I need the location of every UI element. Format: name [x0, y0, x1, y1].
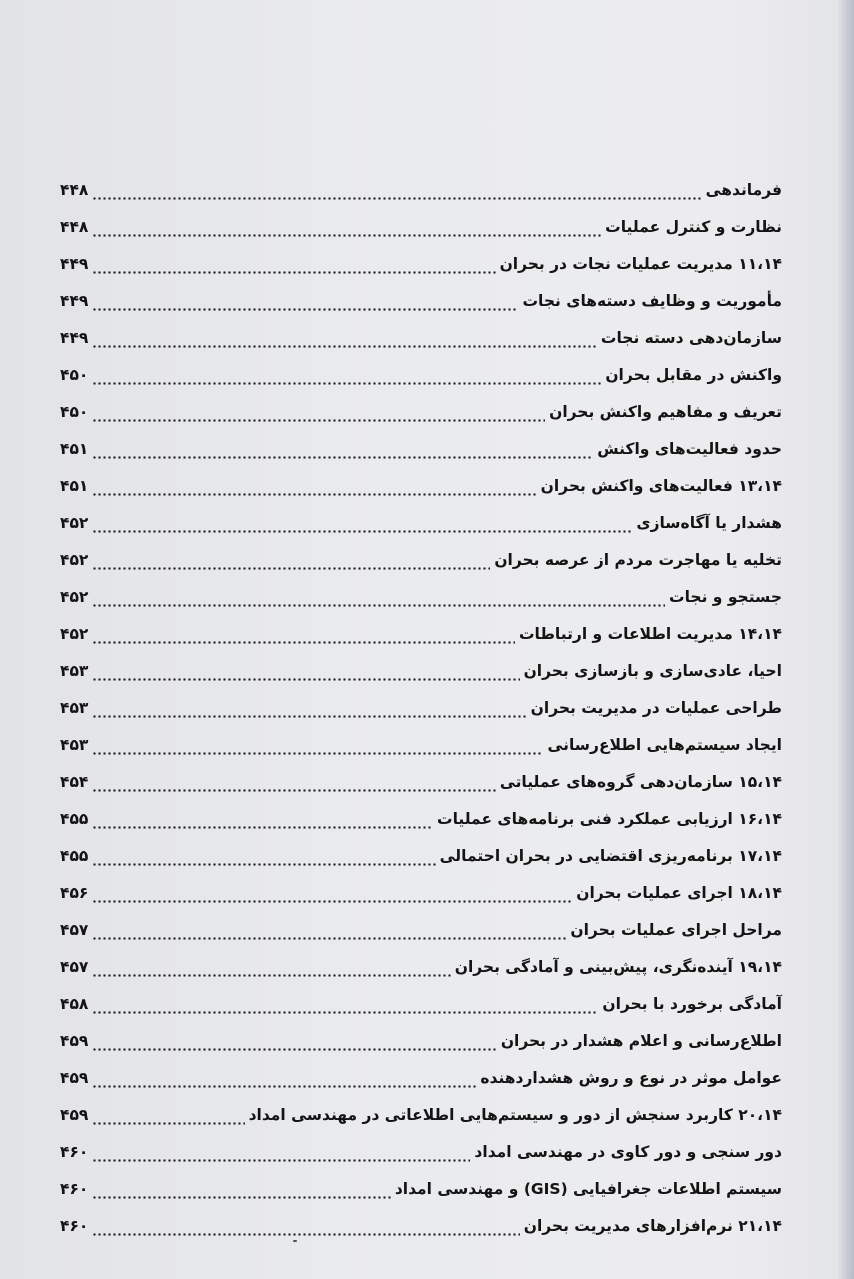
toc-entry-title: ۱۶،۱۴ ارزیابی عملکرد فنی برنامه‌های عملیات	[437, 810, 782, 828]
toc-entry-title: اطلاع‌رسانی و اعلام هشدار در بحران	[500, 1032, 782, 1050]
toc-entry-title: ۱۱،۱۴ مدیریت عملیات نجات در بحران	[499, 255, 782, 273]
toc-entry-title: تخلیه یا مهاجرت مردم از عرصه بحران	[494, 551, 782, 569]
toc-entry	[60, 425, 782, 462]
toc-entry	[60, 647, 782, 684]
toc-dot-leader	[92, 1143, 470, 1165]
toc-dot-leader	[92, 1032, 496, 1054]
toc-entry-title: نظارت و کنترل عملیات	[605, 218, 782, 236]
toc-entry-title: آمادگی برخورد با بحران	[602, 995, 782, 1013]
toc-entry-page: ۴۵۲	[60, 588, 89, 606]
toc-entry-page: ۴۶۰	[60, 1180, 89, 1198]
toc-dot-leader	[92, 588, 665, 610]
toc-dot-leader	[92, 625, 515, 647]
toc-dot-leader	[92, 662, 519, 684]
toc-entry-page: ۴۵۳	[60, 662, 89, 680]
toc-entry	[60, 277, 782, 314]
toc-dot-leader	[92, 366, 601, 388]
table-of-contents	[60, 166, 782, 1239]
toc-entry-page: ۴۵۹	[60, 1032, 89, 1050]
toc-entry-page: ۴۵۶	[60, 884, 89, 902]
toc-entry	[60, 906, 782, 943]
toc-entry	[60, 869, 782, 906]
toc-entry-title: ۲۱،۱۴ نرم‌افزارهای مدیریت بحران	[523, 1217, 782, 1235]
toc-entry-title: فرماندهی	[705, 181, 782, 199]
toc-entry	[60, 536, 782, 573]
toc-entry	[60, 610, 782, 647]
toc-entry-title: ۱۳،۱۴ فعالیت‌های واکنش بحران	[540, 477, 782, 495]
toc-dot-leader	[92, 884, 572, 906]
toc-dot-leader	[92, 958, 450, 980]
toc-dot-leader	[92, 255, 495, 277]
toc-entry-title: ۲۰،۱۴ کاربرد سنجش از دور و سیستم‌هایی اطلاعاتی در مهندسی امداد	[248, 1106, 782, 1124]
toc-entry	[60, 240, 782, 277]
toc-entry-page: ۴۵۷	[60, 921, 89, 939]
toc-entry-page: ۴۵۰	[60, 403, 89, 421]
toc-entry	[60, 943, 782, 980]
toc-entry-title: هشدار یا آگاه‌سازی	[636, 514, 782, 532]
page-edge	[836, 0, 854, 1279]
toc-entry-page: ۴۵۹	[60, 1106, 89, 1124]
toc-entry-page: ۴۴۹	[60, 329, 89, 347]
toc-entry-title: دور سنجی و دور کاوی در مهندسی امداد	[474, 1143, 782, 1161]
page-speck	[293, 1240, 297, 1242]
toc-entry	[60, 1054, 782, 1091]
toc-entry	[60, 1128, 782, 1165]
toc-entry-page: ۴۵۳	[60, 699, 89, 717]
toc-entry	[60, 684, 782, 721]
toc-dot-leader	[92, 810, 433, 832]
toc-entry	[60, 1017, 782, 1054]
toc-entry-page: ۴۵۹	[60, 1069, 89, 1087]
toc-entry-title: ۱۴،۱۴ مدیریت اطلاعات و ارتباطات	[518, 625, 782, 643]
toc-dot-leader	[92, 477, 536, 499]
toc-entry-page: ۴۵۵	[60, 847, 89, 865]
toc-entry-title: طراحی عملیات در مدیریت بحران	[530, 699, 782, 717]
toc-entry	[60, 721, 782, 758]
toc-entry-page: ۴۵۰	[60, 366, 89, 384]
toc-entry-title: مأموریت و وظایف دسته‌های نجات	[522, 292, 782, 310]
toc-entry	[60, 795, 782, 832]
toc-entry-title: سازمان‌دهی دسته نجات	[600, 329, 782, 347]
toc-entry-page: ۴۴۹	[60, 292, 89, 310]
toc-entry-title: تعریف و مفاهیم واکنش بحران	[549, 403, 782, 421]
toc-dot-leader	[92, 329, 596, 351]
toc-dot-leader	[92, 218, 601, 240]
toc-dot-leader	[92, 292, 518, 314]
toc-entry-page: ۴۵۳	[60, 736, 89, 754]
toc-dot-leader	[92, 773, 496, 795]
toc-entry-page: ۴۶۰	[60, 1143, 89, 1161]
toc-entry-page: ۴۴۸	[60, 218, 89, 236]
toc-dot-leader	[92, 551, 490, 573]
toc-entry	[60, 758, 782, 795]
toc-entry-title: ۱۸،۱۴ اجرای عملیات بحران	[576, 884, 782, 902]
toc-entry-page: ۴۵۵	[60, 810, 89, 828]
toc-entry-page: ۴۶۰	[60, 1217, 89, 1235]
toc-entry	[60, 388, 782, 425]
toc-entry-page: ۴۵۱	[60, 477, 89, 495]
toc-dot-leader	[92, 921, 566, 943]
toc-entry-title: واکنش در مقابل بحران	[605, 366, 782, 384]
toc-dot-leader	[92, 1217, 519, 1239]
toc-dot-leader	[92, 847, 435, 869]
toc-dot-leader	[92, 995, 598, 1017]
toc-entry	[60, 462, 782, 499]
toc-dot-leader	[92, 181, 701, 203]
toc-entry	[60, 573, 782, 610]
toc-entry-page: ۴۴۸	[60, 181, 89, 199]
toc-entry-page: ۴۴۹	[60, 255, 89, 273]
toc-entry	[60, 1202, 782, 1239]
toc-dot-leader	[92, 1069, 476, 1091]
toc-entry-title: ۱۹،۱۴ آینده‌نگری، پیش‌بینی و آمادگی بحران	[454, 958, 782, 976]
toc-dot-leader	[92, 699, 526, 721]
toc-entry	[60, 1165, 782, 1202]
toc-entry	[60, 166, 782, 203]
toc-entry-page: ۴۵۲	[60, 551, 89, 569]
toc-entry-page: ۴۵۱	[60, 440, 89, 458]
toc-entry-title: احیا، عادی‌سازی و بازسازی بحران	[523, 662, 782, 680]
toc-entry-page: ۴۵۸	[60, 995, 89, 1013]
toc-entry-page: ۴۵۲	[60, 625, 89, 643]
toc-entry-page: ۴۵۴	[60, 773, 89, 791]
toc-entry-page: ۴۵۷	[60, 958, 89, 976]
toc-entry-title: ایجاد سیستم‌هایی اطلاع‌رسانی	[547, 736, 782, 754]
toc-entry-title: ۱۷،۱۴ برنامه‌ریزی اقتضایی در بحران احتمالی	[439, 847, 782, 865]
toc-entry	[60, 203, 782, 240]
toc-entry	[60, 1091, 782, 1128]
toc-entry-title: ۱۵،۱۴ سازمان‌دهی گروه‌های عملیاتی	[499, 773, 782, 791]
toc-entry	[60, 832, 782, 869]
toc-entry	[60, 499, 782, 536]
toc-entry	[60, 351, 782, 388]
toc-entry-title: حدود فعالیت‌های واکنش	[597, 440, 782, 458]
toc-dot-leader	[92, 514, 632, 536]
toc-dot-leader	[92, 1106, 244, 1128]
toc-entry-title: عوامل موثر در نوع و روش هشداردهنده	[480, 1069, 782, 1087]
toc-dot-leader	[92, 736, 543, 758]
toc-entry	[60, 314, 782, 351]
toc-dot-leader	[92, 1180, 390, 1202]
toc-dot-leader	[92, 403, 545, 425]
toc-entry-title: جستجو و نجات	[669, 588, 782, 606]
toc-entry-title: سیستم اطلاعات جغرافیایی (GIS) و مهندسی امداد	[394, 1180, 782, 1198]
toc-entry-page: ۴۵۲	[60, 514, 89, 532]
toc-dot-leader	[92, 440, 593, 462]
toc-entry-title: مراحل اجرای عملیات بحران	[570, 921, 782, 939]
toc-entry	[60, 980, 782, 1017]
